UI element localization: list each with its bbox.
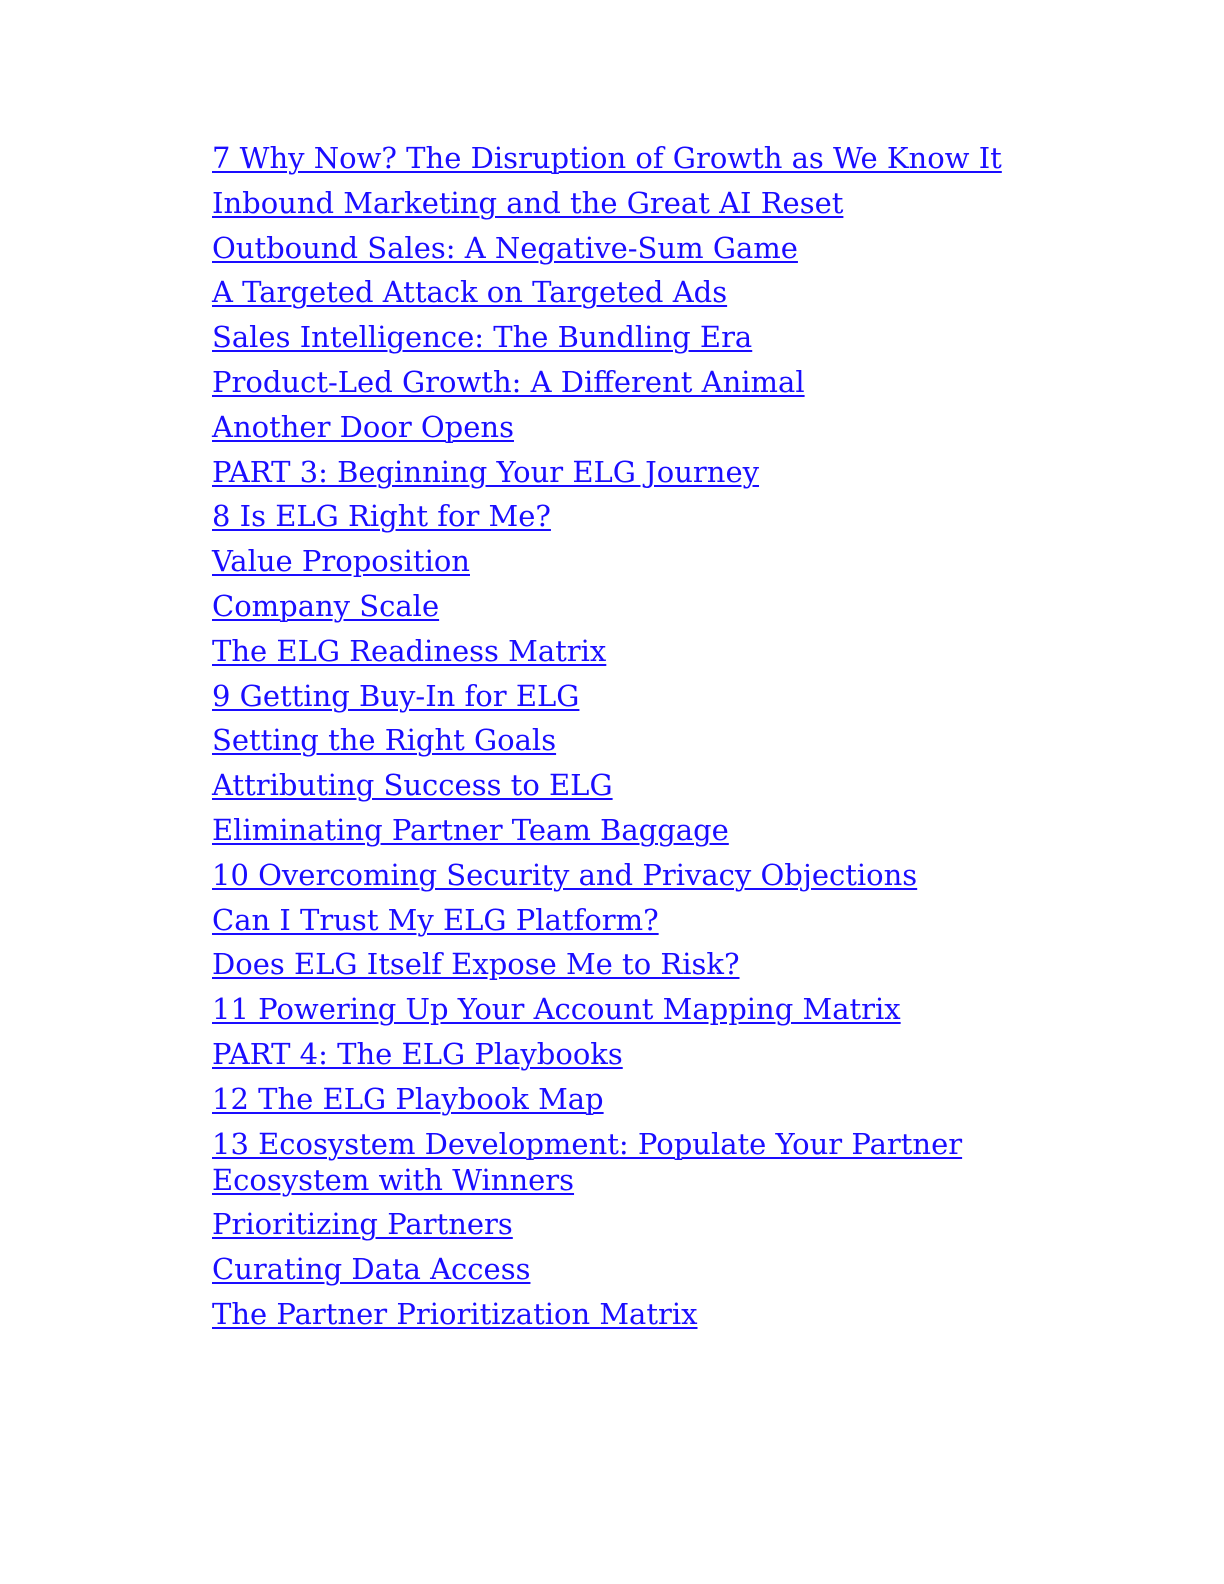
toc-entry [212,498,1062,543]
toc-chapter-link[interactable]: 12 The ELG Playbook Map [212,1081,604,1116]
toc-chapter-link[interactable]: 7 Why Now? The Disruption of Growth as We Know It [212,141,1002,175]
toc-entry [212,230,1062,275]
toc-entry [212,454,1062,499]
toc-section-link[interactable]: Setting the Right Goals [212,723,557,758]
toc-section-link[interactable]: Eliminating Partner Team Baggage [212,812,729,847]
toc-section-link[interactable]: Does ELG Itself Expose Me to Risk? [212,947,740,982]
toc-section-link[interactable]: Curating Data Access [212,1252,531,1287]
toc-entry [212,1296,1062,1341]
toc-section-link[interactable]: Prioritizing Partners [212,1207,513,1242]
toc-section-link[interactable]: Inbound Marketing and the Great AI Reset [212,185,844,220]
toc-entry [212,857,1062,902]
toc-section-link[interactable]: Attributing Success to ELG [212,768,613,803]
toc-entry [212,409,1062,454]
table-of-contents [212,140,1062,1341]
toc-entry [212,946,1062,991]
toc-part-link[interactable]: PART 4: The ELG Playbooks [212,1036,623,1071]
toc-entry [212,722,1062,767]
toc-entry [212,364,1062,409]
toc-section-link[interactable]: Outbound Sales: A Negative-Sum Game [212,230,798,265]
toc-section-link[interactable]: Product-Led Growth: A Different Animal [212,364,805,399]
toc-entry [212,1036,1062,1081]
toc-entry [212,274,1062,319]
toc-chapter-link[interactable]: 11 Powering Up Your Account Mapping Matrix [212,992,901,1027]
toc-section-link[interactable]: The Partner Prioritization Matrix [212,1296,698,1331]
toc-entry [212,543,1062,588]
toc-entry [212,902,1062,947]
toc-section-link[interactable]: The ELG Readiness Matrix [212,633,607,668]
toc-chapter-link[interactable]: 8 Is ELG Right for Me? [212,499,551,534]
toc-entry [212,1126,1062,1207]
toc-entry [212,767,1062,812]
toc-section-link[interactable]: Sales Intelligence: The Bundling Era [212,320,753,355]
toc-chapter-link[interactable]: 10 Overcoming Security and Privacy Objections [212,857,918,892]
toc-section-link[interactable]: Can I Trust My ELG Platform? [212,902,659,937]
toc-entry [212,319,1062,364]
toc-entry [212,140,1062,185]
toc-section-link[interactable]: A Targeted Attack on Targeted Ads [212,275,728,310]
toc-section-link[interactable]: Another Door Opens [212,409,514,444]
toc-entry [212,185,1062,230]
toc-entry [212,991,1062,1036]
toc-entry [212,678,1062,723]
toc-section-link[interactable]: Value Proposition [212,544,470,579]
toc-entry [212,812,1062,857]
toc-entry [212,1206,1062,1251]
toc-section-link[interactable]: Company Scale [212,588,440,623]
toc-chapter-link[interactable]: 9 Getting Buy-In for ELG [212,678,580,713]
toc-part-link[interactable]: PART 3: Beginning Your ELG Journey [212,454,760,489]
toc-entry [212,1081,1062,1126]
toc-entry [212,1251,1062,1296]
toc-chapter-link[interactable]: 13 Ecosystem Development: Populate Your Partner Ecosystem with Winners [212,1126,963,1197]
toc-entry [212,588,1062,633]
toc-entry [212,633,1062,678]
